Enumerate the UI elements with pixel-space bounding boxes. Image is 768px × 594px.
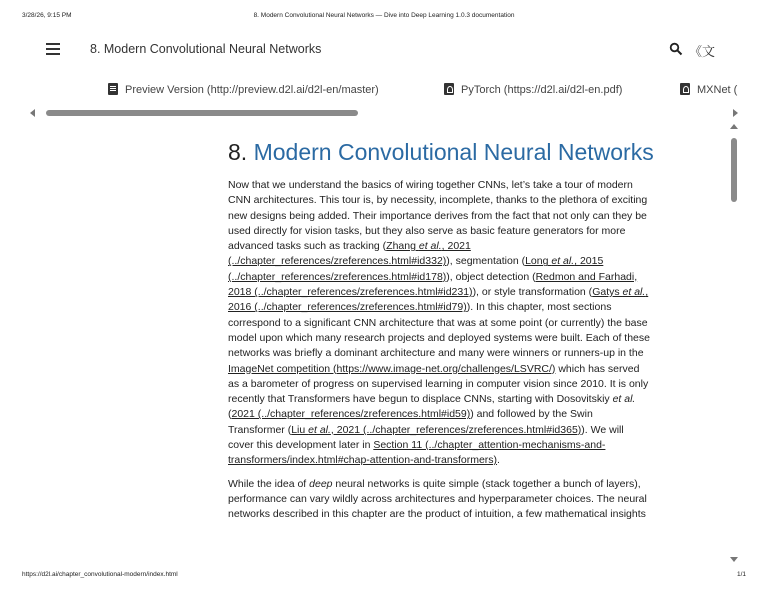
text-line: CNN architectures. This tour is, by necessity, incomplete, thanks to the plethora of exciting bbox=[228, 194, 648, 207]
citation-zhang-link-url[interactable]: (../chapter_references/zreferences.html#id332) bbox=[228, 255, 447, 268]
horizontal-scrollbar[interactable] bbox=[28, 107, 740, 119]
heading-text: Modern Convolutional Neural Networks bbox=[253, 139, 654, 165]
pdf-icon bbox=[444, 83, 454, 95]
main-content bbox=[228, 134, 700, 568]
top-navigation-bar bbox=[0, 36, 768, 64]
mxnet-pdf-link[interactable] bbox=[680, 83, 737, 96]
text-line: as a barometer of progress on supervised learning in computer vision since 2010. It is only bbox=[228, 377, 649, 390]
second-paragraph bbox=[228, 477, 700, 523]
citation-dosovitskiy-link[interactable]: 2021 (../chapter_references/zreferences.html#id59) bbox=[231, 408, 471, 421]
text-line: advanced tasks such as tracking ( bbox=[228, 240, 387, 253]
text-fragment: Transformer ( bbox=[228, 423, 292, 436]
text-line: networks described in this chapter are the product of intuition, a few mathematical insights bbox=[228, 508, 646, 521]
footer-page-number: 1/1 bbox=[736, 571, 746, 578]
text-fragment: neural networks is quite simple (stack together a bunch of layers), bbox=[332, 477, 641, 490]
text-line: Now that we understand the basics of wiring together CNNs, let’s take a tour of modern bbox=[228, 179, 633, 191]
text-line: model upon which many research projects and deployed systems were built. Each of these bbox=[228, 331, 650, 344]
text-fragment: ), object detection ( bbox=[446, 270, 536, 283]
text-fragment: recently that Transformers have begun to displace CNNs, starting with Dosovitskiy bbox=[228, 393, 613, 406]
horizontal-scroll-thumb[interactable] bbox=[46, 110, 358, 116]
citation-long-link[interactable]: Long et al., 2015 bbox=[525, 255, 604, 268]
scroll-right-arrow-icon[interactable] bbox=[733, 109, 738, 117]
scroll-down-arrow-icon[interactable] bbox=[730, 557, 738, 562]
citation-long-link-url[interactable]: (../chapter_references/zreferences.html#id178) bbox=[228, 270, 447, 283]
text-line: networks was briefly a dominant architecture and many were winners or runners-up in the bbox=[228, 347, 644, 360]
version-link-bar bbox=[0, 80, 768, 102]
text-fragment: which has served bbox=[555, 362, 640, 375]
hamburger-menu-icon[interactable] bbox=[46, 43, 60, 55]
scroll-up-arrow-icon[interactable] bbox=[730, 124, 738, 129]
section-11-link-cont[interactable]: transformers/index.html#chap-attention-and-transformers) bbox=[228, 454, 498, 467]
text-line: used directly for vision tasks, but they also serve as basic feature generators for more bbox=[228, 224, 626, 237]
scroll-left-arrow-icon[interactable] bbox=[30, 109, 35, 117]
section-11-link[interactable]: Section 11 (../chapter_attention-mechanisms-and- bbox=[373, 439, 606, 452]
text-fragment: deep bbox=[309, 477, 333, 490]
pytorch-pdf-link[interactable] bbox=[444, 83, 622, 96]
text-fragment: ), or style transformation ( bbox=[472, 286, 593, 299]
citation-liu-link[interactable]: Liu et al., 2021 (../chapter_references/zreferences.html#id365) bbox=[291, 423, 582, 436]
preview-version-link[interactable] bbox=[108, 83, 379, 96]
search-icon[interactable] bbox=[669, 42, 683, 56]
print-title: 8. Modern Convolutional Neural Networks — Dive into Deep Learning 1.0.3 documentation bbox=[253, 12, 515, 19]
site-title[interactable]: 8. Modern Convolutional Neural Networks bbox=[90, 42, 322, 56]
print-datetime: 3/28/26, 9:15 PM bbox=[22, 12, 72, 19]
document-icon bbox=[108, 83, 118, 95]
vertical-scroll-thumb[interactable] bbox=[731, 138, 737, 202]
text-line: performance can vary wildly across architectures and hyperparameter choices. The neural bbox=[228, 492, 647, 505]
vertical-scrollbar[interactable] bbox=[728, 122, 740, 564]
text-fragment: cover this development later in bbox=[228, 439, 374, 452]
preview-version-label: Preview Version (http://preview.d2l.ai/d2l-en/master) bbox=[125, 84, 379, 96]
page-heading bbox=[228, 134, 700, 170]
pytorch-pdf-label: PyTorch (https://d2l.ai/d2l-en.pdf) bbox=[461, 84, 623, 96]
citation-gatys-link-url[interactable]: 2016 (../chapter_references/zreferences.html#id79) bbox=[228, 301, 467, 314]
text-fragment: ). We will bbox=[581, 423, 624, 436]
footer-url: https://d2l.ai/chapter_convolutional-modern/index.html bbox=[22, 571, 178, 578]
text-fragment: ). In this chapter, most sections bbox=[466, 301, 612, 314]
text-line: correspond to a significant CNN architecture that was at some point (or currently) the base bbox=[228, 316, 648, 329]
text-fragment: et al. bbox=[612, 393, 636, 406]
print-footer bbox=[0, 569, 768, 581]
imagenet-competition-link[interactable]: ImageNet competition (https://www.image-net.org/challenges/LSVRC/) bbox=[228, 362, 556, 375]
citation-gatys-link[interactable]: Gatys et al., bbox=[592, 286, 649, 299]
text-fragment: ( bbox=[228, 408, 232, 421]
citation-zhang-link[interactable]: Zhang et al., 2021 bbox=[386, 240, 471, 253]
text-fragment: ) and followed by the Swin bbox=[470, 408, 593, 421]
citation-redmon-link[interactable]: Redmon and Farhadi, bbox=[535, 270, 638, 283]
heading-number: 8. bbox=[228, 139, 248, 165]
citation-redmon-link-url[interactable]: 2018 (../chapter_references/zreferences.html#id231) bbox=[228, 286, 473, 299]
mxnet-pdf-label: MXNet ( bbox=[697, 84, 738, 96]
text-fragment: . bbox=[497, 454, 500, 467]
pdf-icon bbox=[680, 83, 690, 95]
text-fragment: ), segmentation ( bbox=[446, 255, 526, 268]
text-line: new designs being added. Their importance derives from the fact that not only can they be bbox=[228, 209, 647, 222]
text-fragment: While the idea of bbox=[228, 477, 310, 490]
translate-icon[interactable]: 《文 bbox=[689, 44, 716, 59]
print-header bbox=[0, 0, 768, 22]
intro-paragraph bbox=[228, 178, 700, 469]
